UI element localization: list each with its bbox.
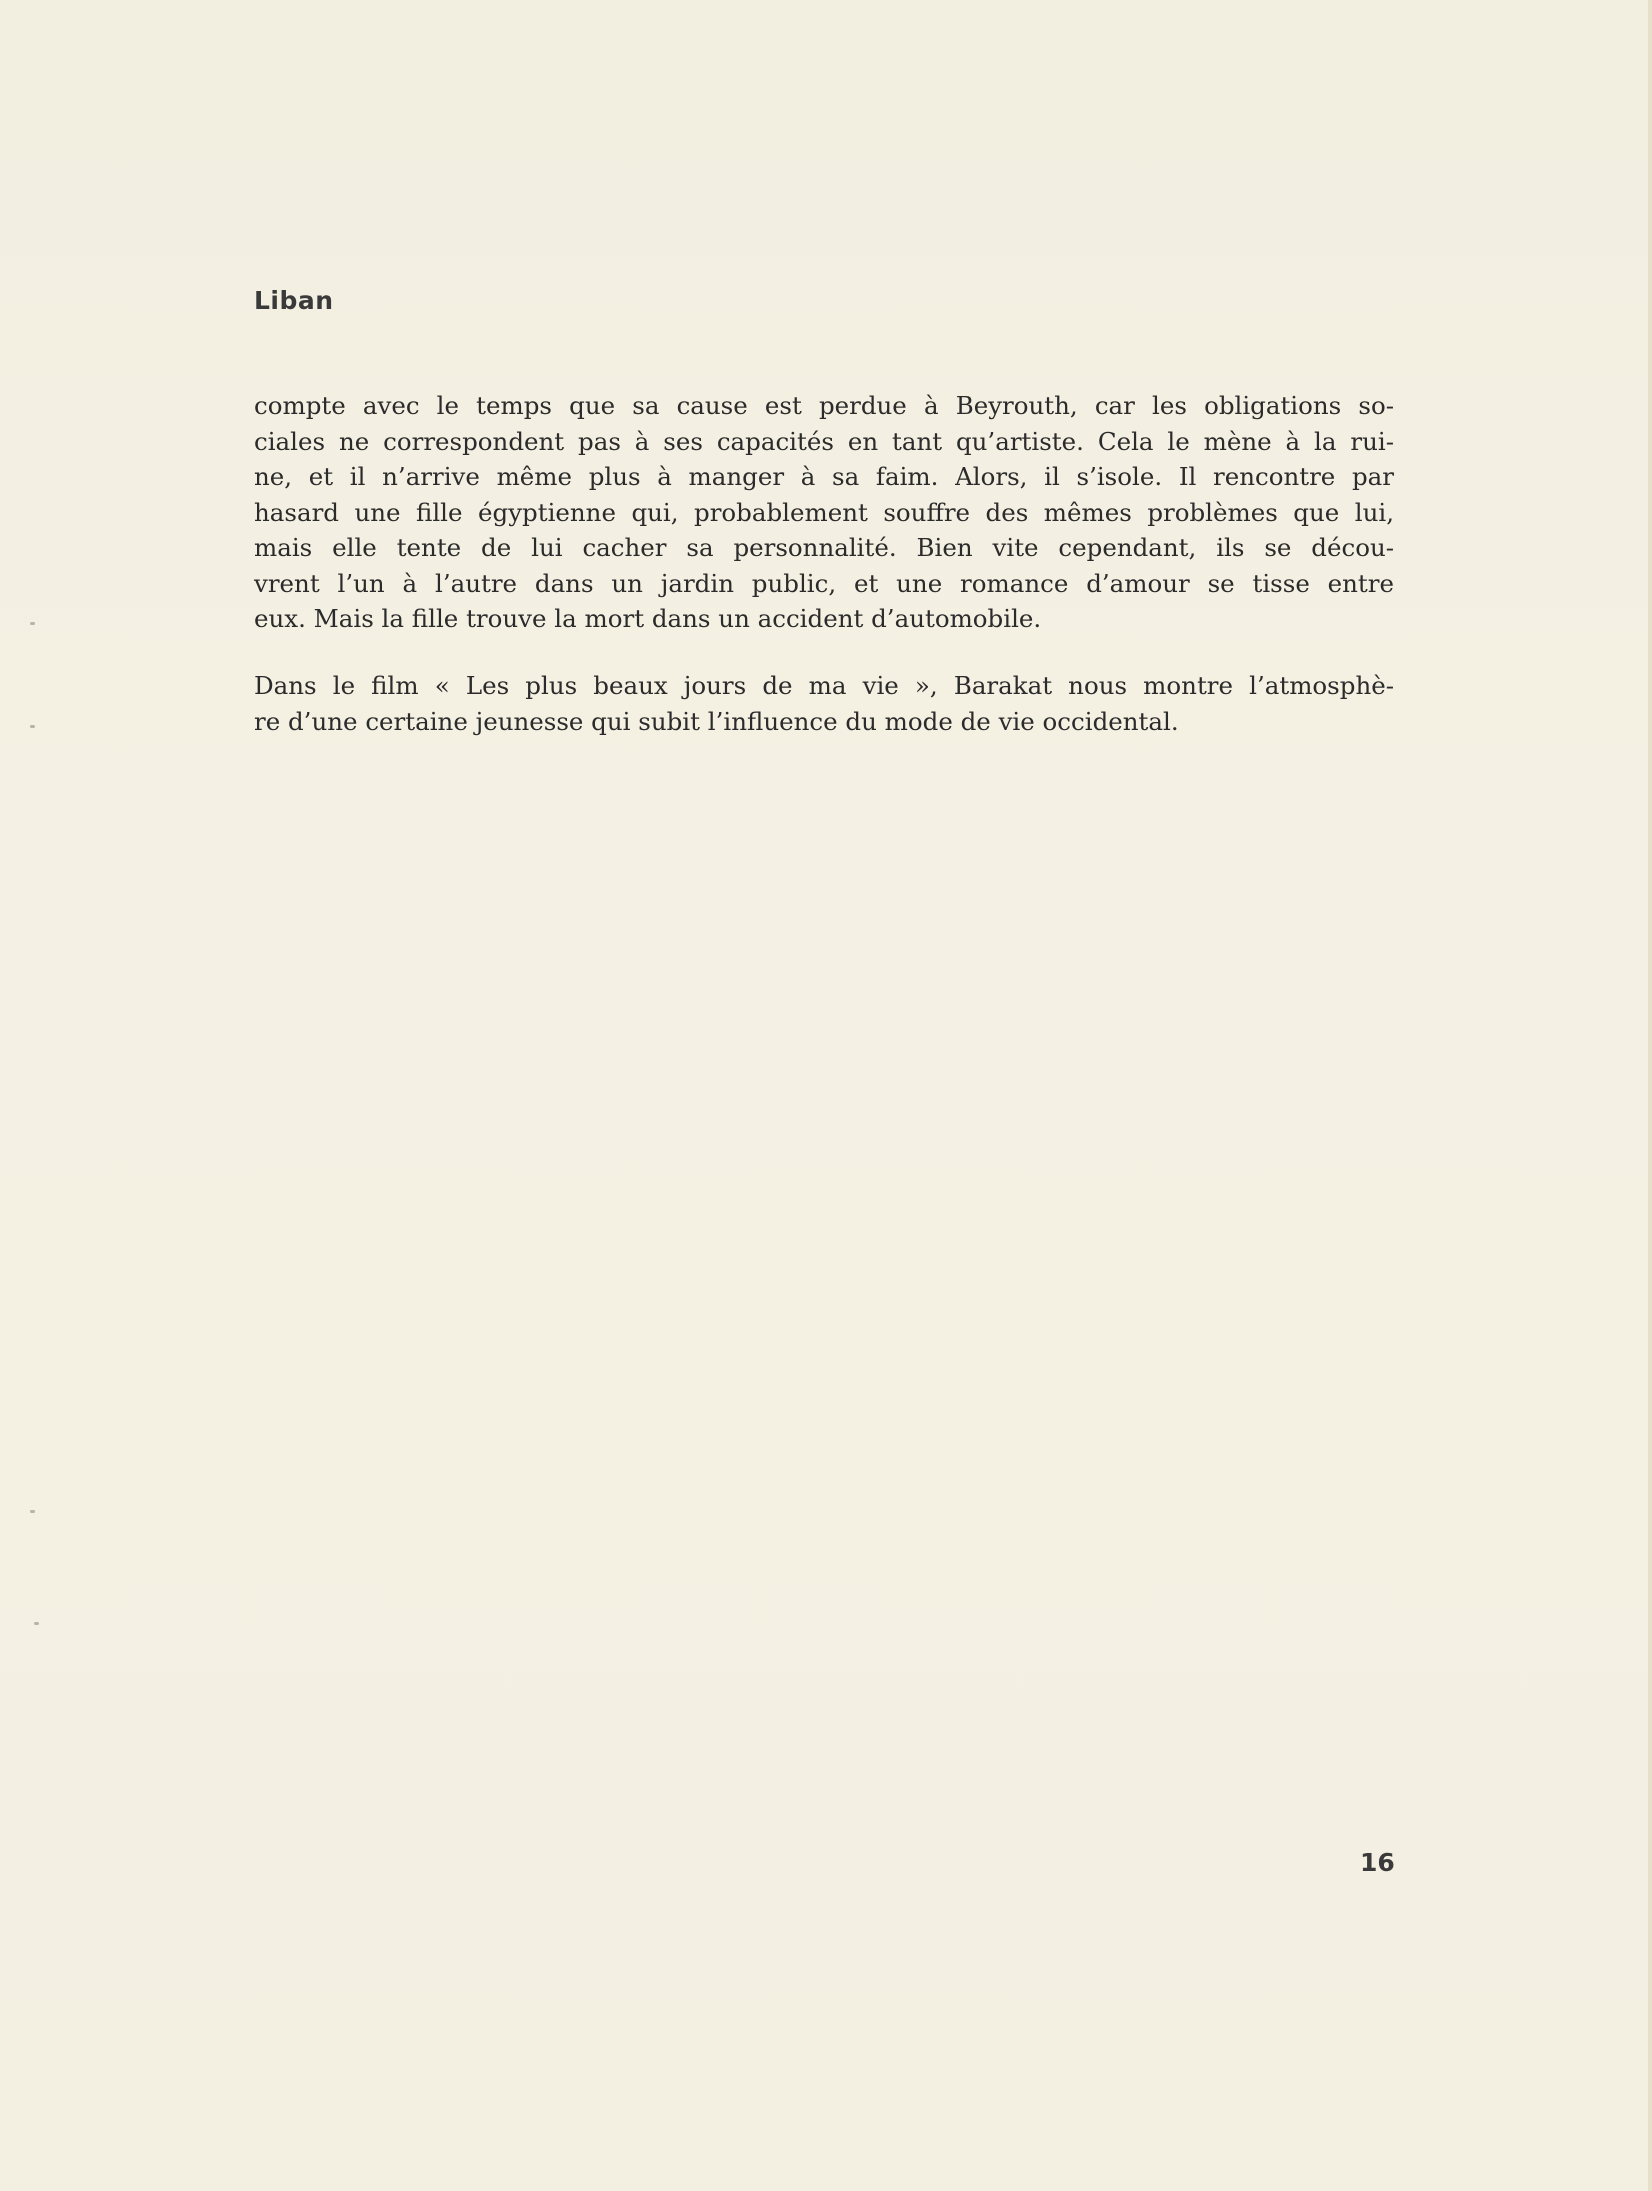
paragraph-1 [254, 388, 1394, 637]
running-head-title: Liban [254, 286, 334, 315]
paper-speck [34, 1622, 39, 1625]
text-line: mais elle tente de lui cacher sa personnalité. Bien vite cependant, ils se décou- [254, 533, 1394, 562]
page-number: 16 [1360, 1848, 1395, 1877]
text-line: ciales ne correspondent pas à ses capacités en tant qu’artiste. Cela le mène à la rui- [254, 426, 1394, 456]
text-line: eux. Mais la fille trouve la mort dans un accident d’automobile. [254, 604, 1042, 633]
text-line: Dans le film « Les plus beaux jours de ma vie », Barakat nous montre l’atmosphè- [254, 671, 1394, 700]
paper-speck [30, 725, 35, 728]
paper-speck [30, 622, 35, 625]
paragraph-2 [254, 668, 1394, 739]
text-line: hasard une fille égyptienne qui, probablement souffre des mêmes problèmes que lui, [254, 497, 1394, 527]
page-edge [1648, 0, 1652, 2191]
text-line: compte avec le temps que sa cause est perdue à Beyrouth, car les obligations so- [254, 391, 1394, 420]
paper-speck [30, 1510, 35, 1513]
text-line: vrent l’un à l’autre dans un jardin public, et une romance d’amour se tisse entre [254, 568, 1394, 598]
text-line: re d’une certaine jeunesse qui subit l’influence du mode de vie occidental. [254, 706, 1179, 736]
text-line: ne, et il n’arrive même plus à manger à sa faim. Alors, il s’isole. Il rencontre par [254, 462, 1394, 491]
